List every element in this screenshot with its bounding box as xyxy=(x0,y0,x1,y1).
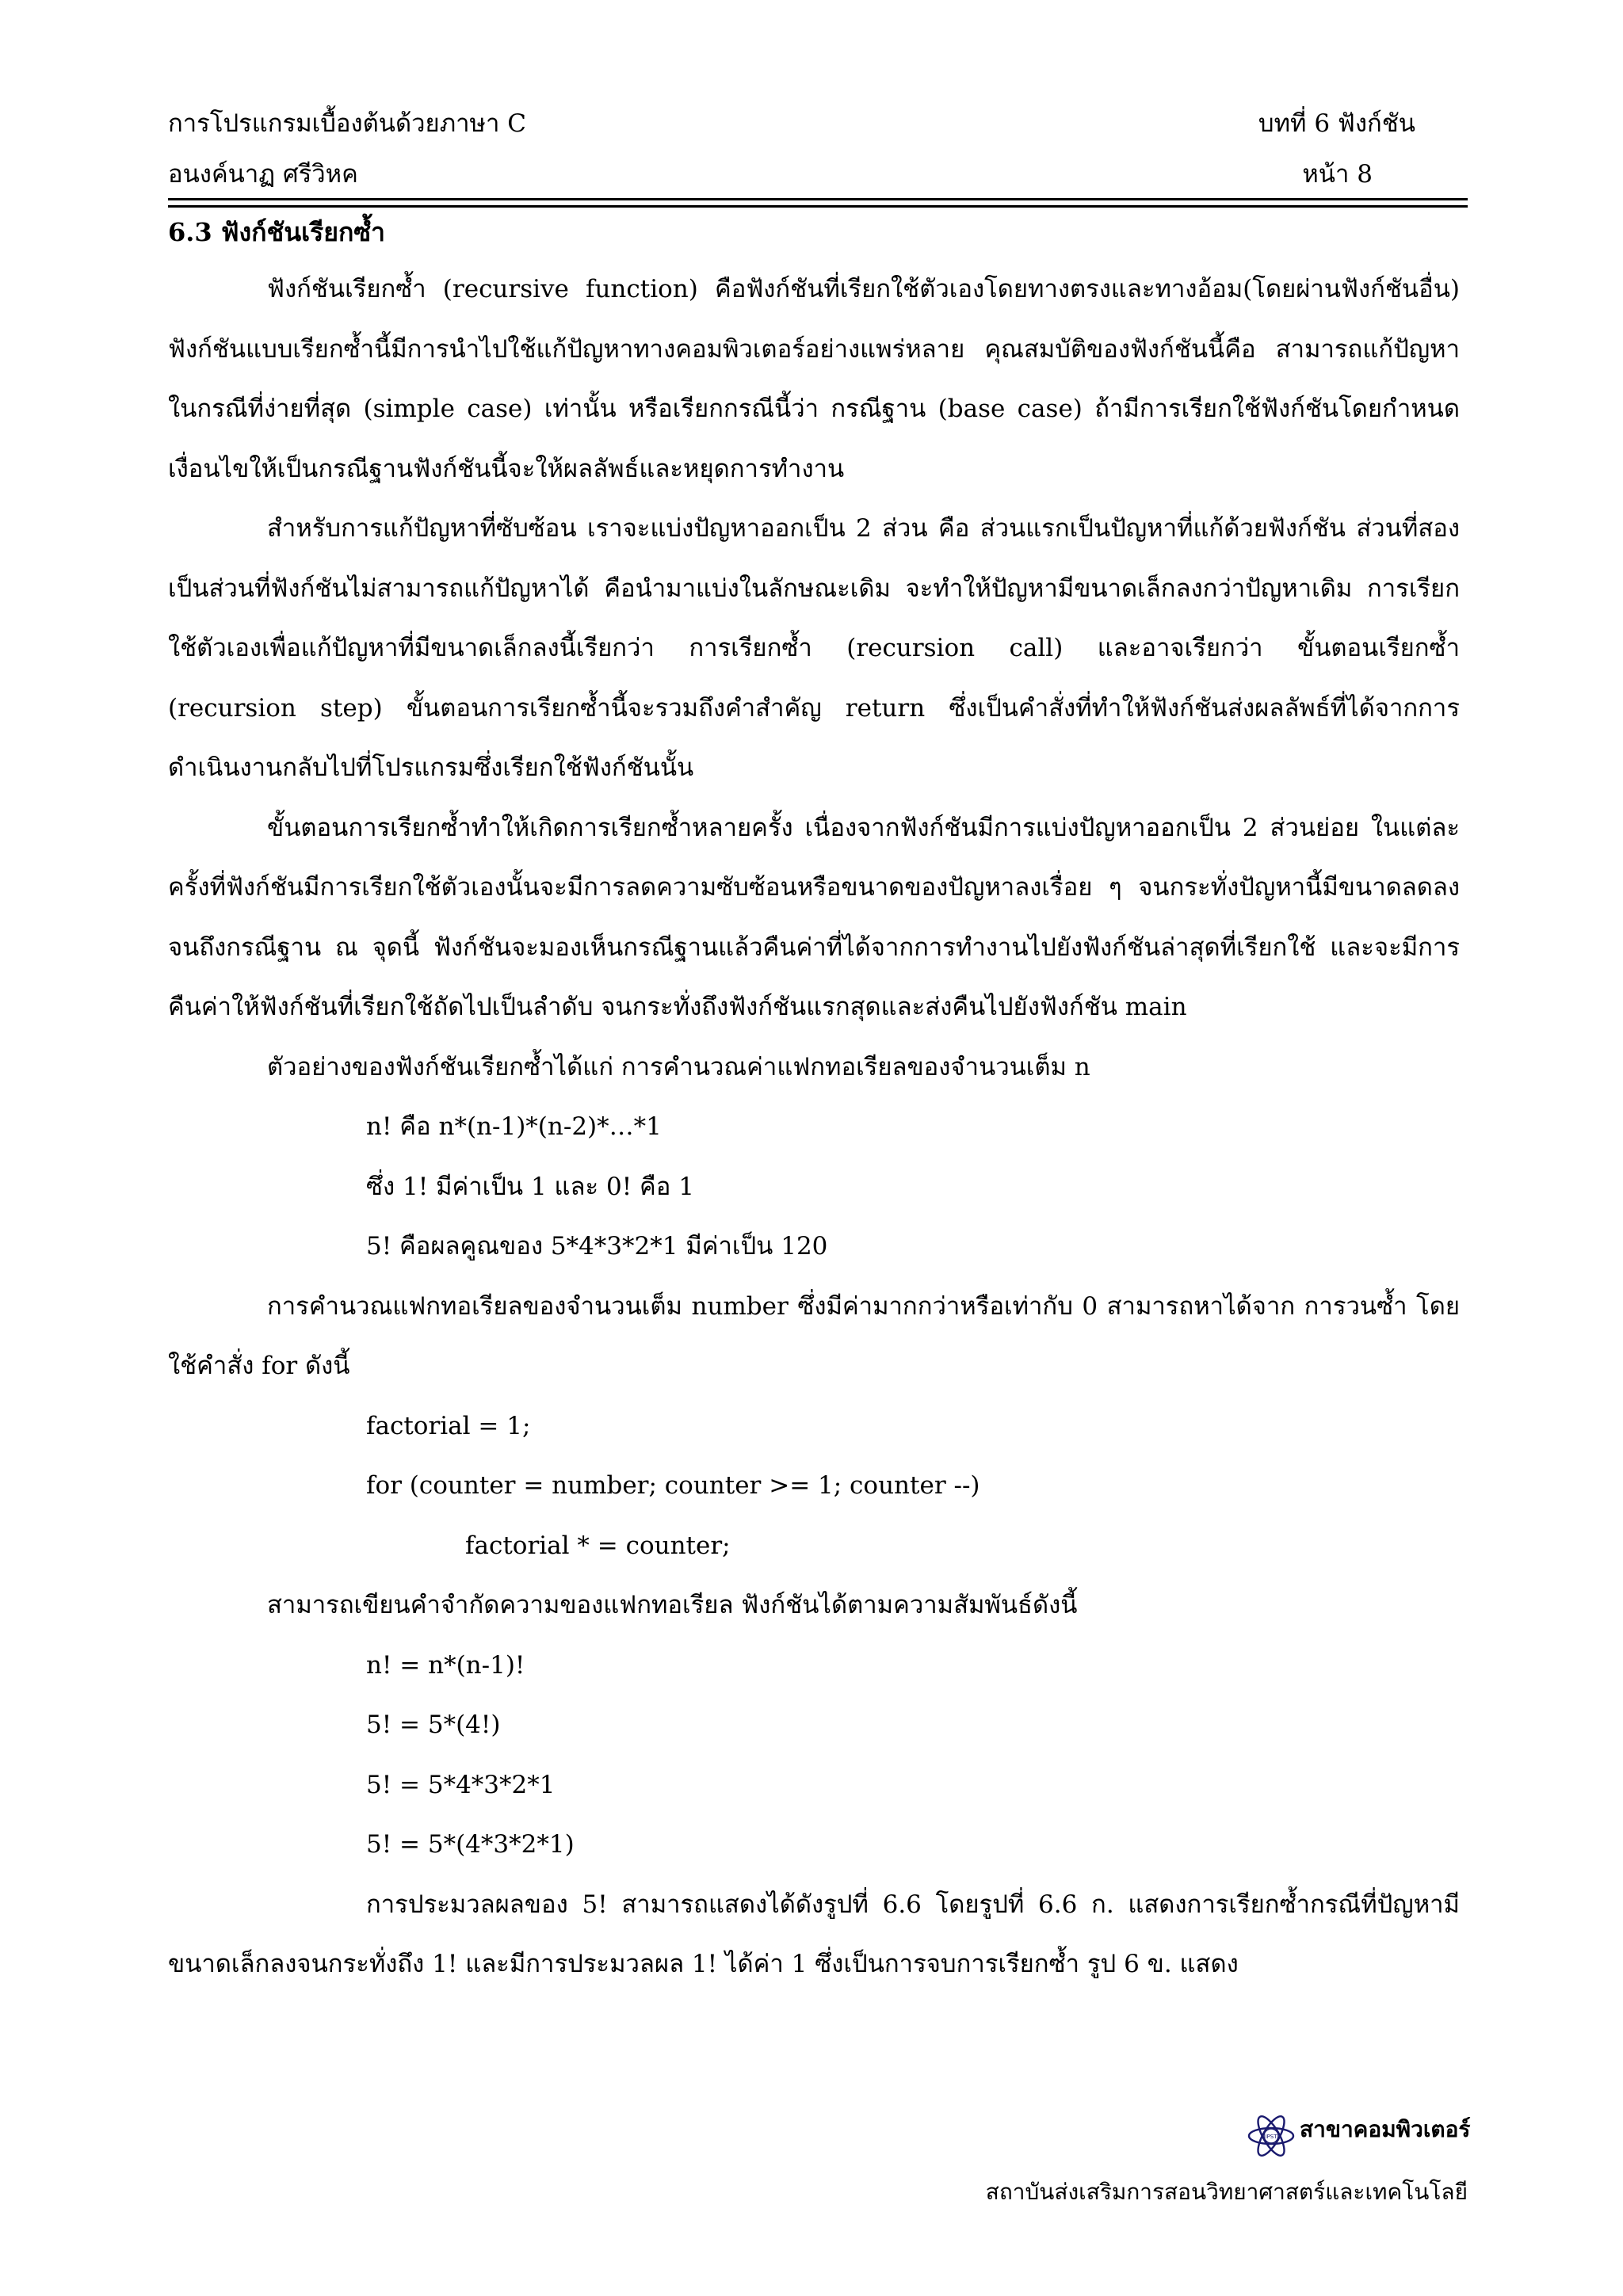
header-author: อนงค์นาฏ ศรีวิหค xyxy=(168,160,358,189)
recursive-line-1: n! = n*(n-1)! xyxy=(366,1650,525,1680)
recursive-line-2: 5! = 5*(4!) xyxy=(366,1711,501,1739)
example-intro: ตัวอย่างของฟังก์ชันเรียกซ้ำได้แก่ การคำนวณค่าแฟกทอเรียลของจำนวนเต็ม n xyxy=(267,1052,1090,1081)
recursive-line-4: 5! = 5*(4*3*2*1) xyxy=(366,1830,575,1859)
closing-paragraph: การประมวลผลของ 5! สามารถแสดงได้ดังรูปที่ 6.6 โดยรูปที่ 6.6 ก. แสดงการเรียกซ้ำกรณีที่ปัญหามีขนาดเล็กลงจนกระทั่งถึง 1! และมีการประมวลผล 1! ได้ค่า 1 ซึ่งเป็นการจบการเรียกซ้ำ รูป 6 ข. แสดง xyxy=(168,1890,1460,1978)
paragraph-1: ฟังก์ชันเรียกซ้ำ (recursive function) คือฟังก์ชันที่เรียกใช้ตัวเองโดยทางตรงและทางอ้อม(โดยผ่านฟังก์ชันอื่น) ฟังก์ชันแบบเรียกซ้ำนี้มีการนำไปใช้แก้ปัญหาทางคอมพิวเตอร์อย่างแพร่หลาย คุณสมบัติของฟังก์ชันนี้คือ สามารถแก้ปัญหาในกรณีที่ง่ายที่สุด (simple case) เท่านั้น หรือเรียกกรณีนี้ว่า กรณีฐาน (base case) ถ้ามีการเรียกใช้ฟังก์ชันโดยกำหนดเงื่อนไขให้เป็นกรณีฐานฟังก์ชันนี้จะให้ผลลัพธ์และหยุดการทำงาน xyxy=(168,275,1460,483)
header-course-title: การโปรแกรมเบื้องต้นด้วยภาษา C xyxy=(168,109,526,138)
section-body xyxy=(168,260,1460,1995)
code-line-3: factorial * = counter; xyxy=(465,1531,731,1560)
header-chapter: บทที่ 6 ฟังก์ชัน xyxy=(1258,109,1415,138)
example-line-2: ซึ่ง 1! มีค่าเป็น 1 และ 0! คือ 1 xyxy=(366,1172,694,1201)
logo-text: IPST xyxy=(1265,2134,1277,2140)
header-page-number: หน้า 8 xyxy=(1302,160,1373,189)
example-line-1: n! คือ n*(n-1)*(n-2)*…*1 xyxy=(366,1112,662,1141)
footer-institute: สถาบันส่งเสริมการสอนวิทยาศาสตร์และเทคโนโลยี xyxy=(985,2179,1468,2205)
recursive-line-3: 5! = 5*4*3*2*1 xyxy=(366,1770,556,1799)
code-line-1: factorial = 1; xyxy=(366,1411,531,1440)
institute-logo-icon xyxy=(1247,2111,1296,2161)
paragraph-3: ขั้นตอนการเรียกซ้ำทำให้เกิดการเรียกซ้ำหลายครั้ง เนื่องจากฟังก์ชันมีการแบ่งปัญหาออกเป็น 2 ส่วนย่อย ในแต่ละครั้งที่ฟังก์ชันมีการเรียกใช้ตัวเองนั้นจะมีการลดความซับซ้อนหรือขนาดของปัญหาลงเรื่อย ๆ จนกระทั่งปัญหานี้มีขนาดลดลงจนถึงกรณีฐาน ณ จุดนี้ ฟังก์ชันจะมองเห็นกรณีฐานแล้วคืนค่าที่ได้จากการทำงานไปยังฟังก์ชันล่าสุดที่เรียกใช้ และจะมีการคืนค่าให้ฟังก์ชันที่เรียกใช้ถัดไปเป็นลำดับ จนกระทั่งถึงฟังก์ชันแรกสุดและส่งคืนไปยังฟังก์ชัน main xyxy=(168,813,1460,1021)
footer-department: สาขาคอมพิวเตอร์ xyxy=(1300,2116,1471,2142)
recursive-intro: สามารถเขียนคำจำกัดความของแฟกทอเรียล ฟังก์ชันได้ตามความสัมพันธ์ดังนี้ xyxy=(267,1591,1078,1619)
paragraph-2: สำหรับการแก้ปัญหาที่ซับซ้อน เราจะแบ่งปัญหาออกเป็น 2 ส่วน คือ ส่วนแรกเป็นปัญหาที่แก้ด้วยฟังก์ชัน ส่วนที่สองเป็นส่วนที่ฟังก์ชันไม่สามารถแก้ปัญหาได้ คือนำมาแบ่งในลักษณะเดิม จะทำให้ปัญหามีขนาดเล็กลงกว่าปัญหาเดิม การเรียกใช้ตัวเองเพื่อแก้ปัญหาที่มีขนาดเล็กลงนี้เรียกว่า การเรียกซ้ำ (recursion call) และอาจเรียกว่า ขั้นตอนเรียกซ้ำ (recursion step) ขั้นตอนการเรียกซ้ำนี้จะรวมถึงคำสำคัญ return ซึ่งเป็นคำสั่งที่ทำให้ฟังก์ชันส่งผลลัพธ์ที่ได้จากการดำเนินงานกลับไปที่โปรแกรมซึ่งเรียกใช้ฟังก์ชันนั้น xyxy=(168,514,1460,782)
header-rule-bottom xyxy=(168,205,1468,208)
section-title: 6.3 ฟังก์ชันเรียกซ้ำ xyxy=(168,217,385,247)
header-rule-top xyxy=(168,198,1468,200)
loop-intro: การคำนวณแฟกทอเรียลของจำนวนเต็ม number ซึ่งมีค่ามากกว่าหรือเท่ากับ 0 สามารถหาได้จาก การวนซ้ำ โดยใช้คำสั่ง for ดังนี้ xyxy=(168,1291,1460,1380)
code-line-2: for (counter = number; counter >= 1; counter --) xyxy=(366,1471,980,1500)
example-line-3: 5! คือผลคูณของ 5*4*3*2*1 มีค่าเป็น 120 xyxy=(366,1232,828,1261)
